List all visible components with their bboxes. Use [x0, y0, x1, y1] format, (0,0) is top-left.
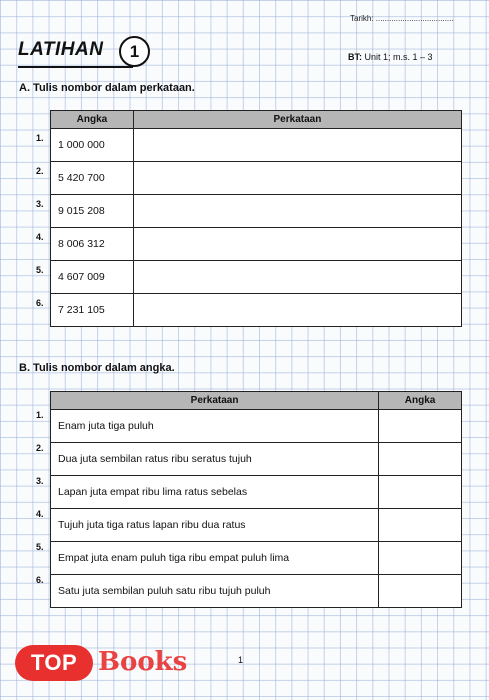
words-cell: Tujuh juta tiga ratus lapan ribu dua ratus	[51, 509, 379, 542]
words-cell: Lapan juta empat ribu lima ratus sebelas	[51, 476, 379, 509]
answer-cell[interactable]	[379, 410, 462, 443]
topbooks-watermark-logo	[15, 645, 190, 685]
table-row	[51, 542, 462, 575]
watermark-text: Books	[98, 647, 188, 677]
number-cell: 8 006 312	[51, 228, 134, 261]
words-cell: Satu juta sembilan puluh satu ribu tujuh puluh	[51, 575, 379, 608]
section-b-title: B. Tulis nombor dalam angka.	[19, 362, 175, 374]
table-row	[51, 195, 462, 228]
row-number: 5.	[36, 542, 44, 552]
row-number: 1.	[36, 410, 44, 420]
answer-cell[interactable]	[133, 162, 461, 195]
number-cell: 4 607 009	[51, 261, 134, 294]
answer-cell[interactable]	[133, 294, 461, 327]
table-header-row	[51, 111, 462, 129]
row-number: 6.	[36, 575, 44, 585]
answer-cell[interactable]	[133, 261, 461, 294]
table-row	[51, 575, 462, 608]
number-cell: 9 015 208	[51, 195, 134, 228]
bt-ref: Unit 1; m.s. 1 – 3	[364, 52, 433, 62]
page-number: 1	[238, 655, 244, 665]
row-number: 4.	[36, 232, 44, 242]
bt-label: BT:	[348, 52, 362, 62]
table-words-to-numbers	[50, 391, 462, 608]
col-header-number: Angka	[379, 392, 462, 410]
table-row	[51, 129, 462, 162]
row-number: 2.	[36, 166, 44, 176]
table-row	[51, 509, 462, 542]
row-number: 3.	[36, 476, 44, 486]
number-cell: 1 000 000	[51, 129, 134, 162]
table-row	[51, 410, 462, 443]
section-a-title: A. Tulis nombor dalam perkataan.	[19, 82, 195, 94]
answer-cell[interactable]	[379, 509, 462, 542]
table-row	[51, 228, 462, 261]
answer-cell[interactable]	[133, 228, 461, 261]
row-number: 3.	[36, 199, 44, 209]
words-cell: Empat juta enam puluh tiga ribu empat puluh lima	[51, 542, 379, 575]
table-row	[51, 443, 462, 476]
table-numbers-to-words	[50, 110, 462, 327]
row-number: 1.	[36, 133, 44, 143]
table-header-row	[51, 392, 462, 410]
table-row	[51, 162, 462, 195]
words-cell: Dua juta sembilan ratus ribu seratus tujuh	[51, 443, 379, 476]
answer-cell[interactable]	[379, 476, 462, 509]
row-number: 6.	[36, 298, 44, 308]
answer-cell[interactable]	[379, 575, 462, 608]
col-header-number: Angka	[51, 111, 134, 129]
date-field: Tarikh: ...................................	[350, 14, 454, 23]
words-cell: Enam juta tiga puluh	[51, 410, 379, 443]
answer-cell[interactable]	[133, 195, 461, 228]
number-cell: 5 420 700	[51, 162, 134, 195]
row-number: 2.	[36, 443, 44, 453]
table-row	[51, 476, 462, 509]
number-cell: 7 231 105	[51, 294, 134, 327]
table-row	[51, 261, 462, 294]
answer-cell[interactable]	[133, 129, 461, 162]
exercise-number-badge: 1	[119, 36, 150, 67]
exercise-word: LATIHAN	[18, 39, 104, 60]
answer-cell[interactable]	[379, 542, 462, 575]
row-number: 5.	[36, 265, 44, 275]
watermark-badge: TOP	[15, 645, 93, 681]
book-reference	[348, 52, 433, 62]
col-header-words: Perkataan	[133, 111, 461, 129]
answer-cell[interactable]	[379, 443, 462, 476]
heading-underline	[18, 66, 133, 68]
table-row	[51, 294, 462, 327]
row-number: 4.	[36, 509, 44, 519]
col-header-words: Perkataan	[51, 392, 379, 410]
